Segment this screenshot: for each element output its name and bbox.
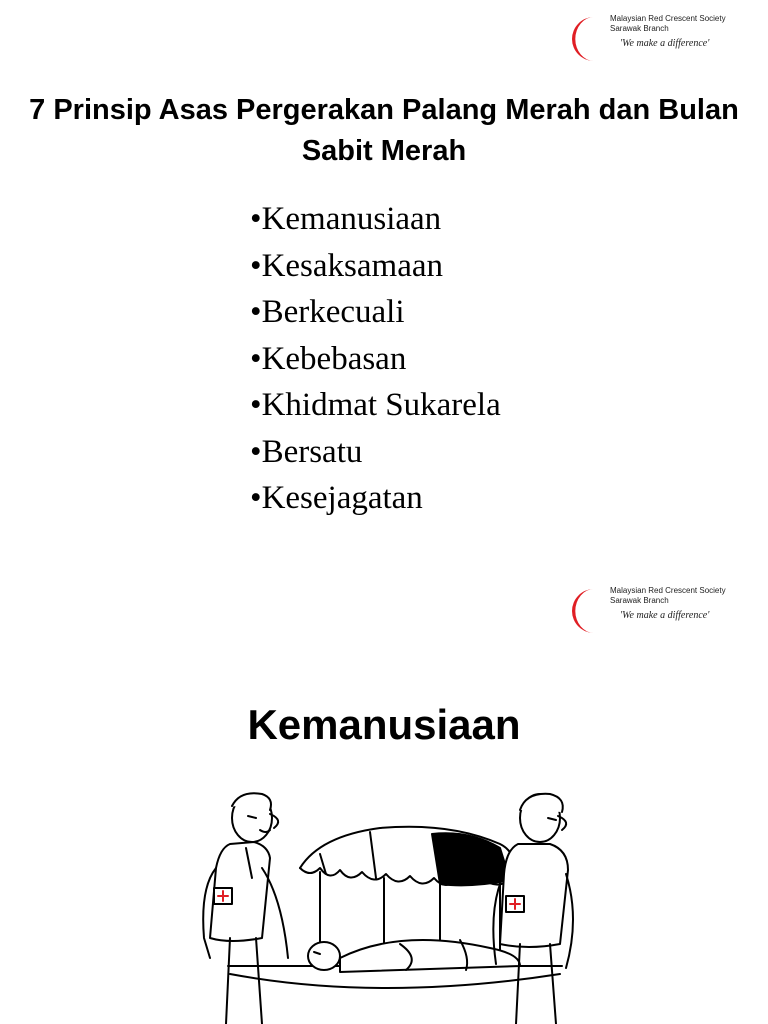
logo-branch: Sarawak Branch	[610, 596, 669, 605]
list-item: • Khidmat Sukarela	[250, 382, 501, 429]
slide-title: 7 Prinsip Asas Pergerakan Palang Merah dan Bulan Sabit Merah	[29, 94, 739, 167]
list-item: • Kebebasan	[250, 336, 501, 383]
logo-organization: Malaysian Red Crescent Society	[610, 586, 726, 595]
stretcher-bearers-illustration	[170, 788, 600, 1024]
left-bearer	[203, 793, 288, 1024]
red-crescent-icon	[564, 14, 608, 64]
principles-list	[250, 196, 501, 522]
right-bearer	[493, 794, 573, 1024]
stretcher-patient	[228, 940, 562, 988]
list-item: • Berkecuali	[250, 289, 501, 336]
logo-tagline: 'We make a difference'	[620, 38, 710, 49]
slide-kemanusiaan	[0, 556, 768, 1024]
slide-title: Kemanusiaan	[247, 701, 521, 748]
logo-tagline: 'We make a difference'	[620, 610, 710, 621]
red-crescent-icon	[564, 586, 608, 636]
mrcs-logo	[564, 584, 754, 644]
list-item: • Kesaksamaan	[250, 243, 501, 290]
list-item: • Kesejagatan	[250, 475, 501, 522]
list-item: • Kemanusiaan	[250, 196, 501, 243]
logo-organization: Malaysian Red Crescent Society	[610, 14, 726, 23]
list-item: • Bersatu	[250, 429, 501, 476]
logo-branch: Sarawak Branch	[610, 24, 669, 33]
mrcs-logo	[564, 12, 754, 72]
